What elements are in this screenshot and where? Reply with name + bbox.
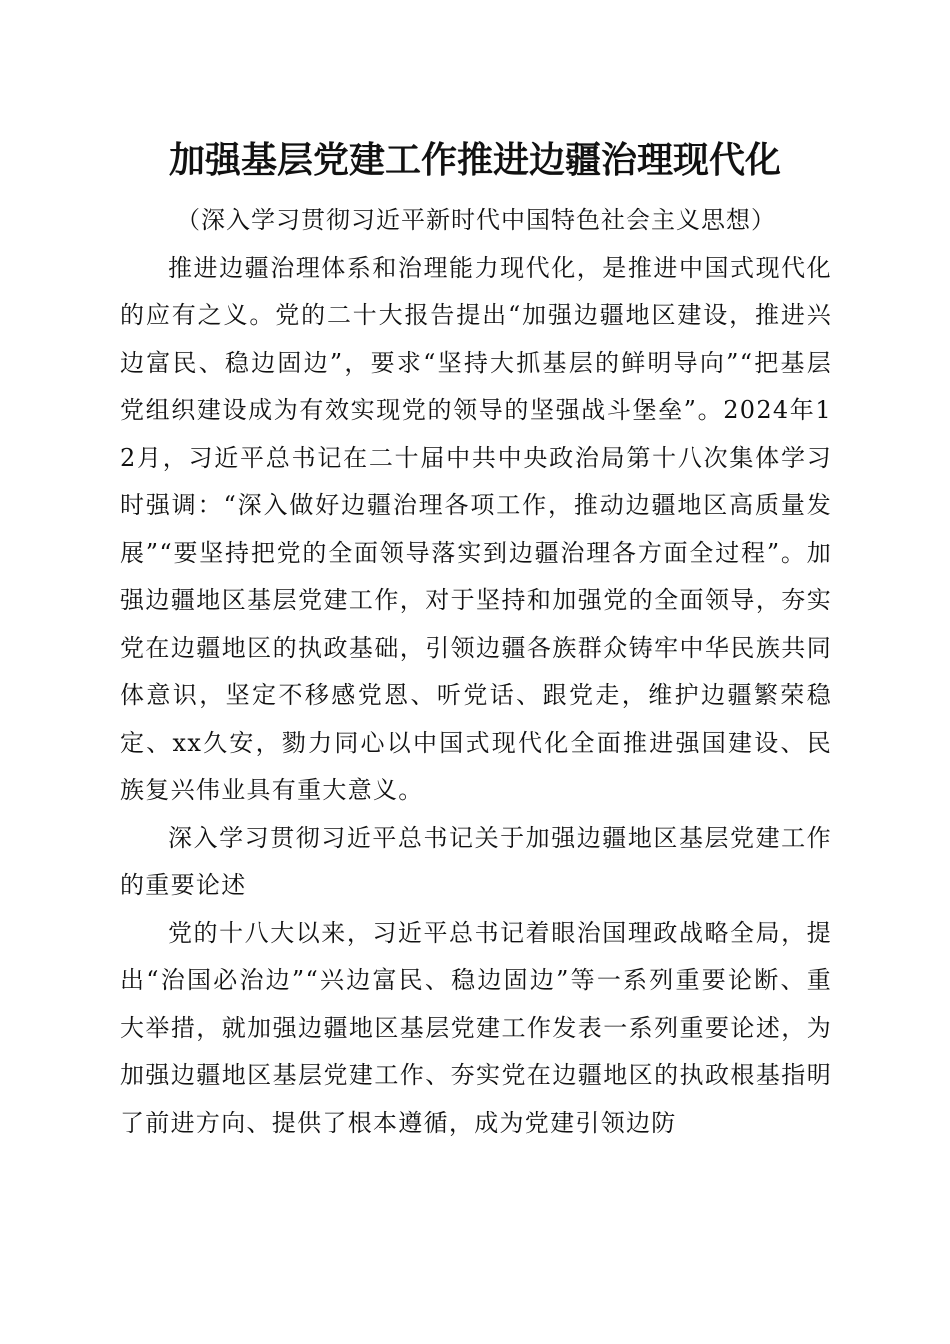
body-paragraph: 党的十八大以来，习近平总书记着眼治国理政战略全局，提出“治国必治边”“兴边富民、稳边固边”等一系列重要论断、重大举措，就加强边疆地区基层党建工作发表一系列重要论述，为加强边疆地区基层党建工作、夯实党在边疆地区的执政根基指明了前进方向、提供了根本遵循，成为党建引领边防	[120, 918, 832, 1137]
intro-paragraph: 推进边疆治理体系和治理能力现代化，是推进中国式现代化的应有之义。党的二十大报告提出“加强边疆地区建设，推进兴边富民、稳边固边”，要求“坚持大抓基层的鲜明导向”“把基层党组织建设成为有效实现党的领导的坚强战斗堡垒”。2024年12月，习近平总书记在二十届中共中央政治局第十八次集体学习时强调：“深入做好边疆治理各项工作，推动边疆地区高质量发展”“要坚持把党的全面领导落实到边疆治理各方面全过程”。加强边疆地区基层党建工作，对于坚持和加强党的全面领导，夯实党在边疆地区的执政基础，引领边疆各族群众铸牢中华民族共同体意识，坚定不移感党恩、听党话、跟党走，维护边疆繁荣稳定、xx久安，勠力同心以中国式现代化全面推进强国建设、民族复兴伟业具有重大意义。	[120, 253, 832, 804]
document-title: 加强基层党建工作推进边疆治理现代化	[168, 139, 781, 181]
section-heading-paragraph: 深入学习贯彻习近平总书记关于加强边疆地区基层党建工作的重要论述	[120, 823, 832, 899]
subtitle-paragraph: （深入学习贯彻习近平新时代中国特色社会主义思想）	[176, 206, 776, 234]
document-body	[120, 197, 832, 1147]
